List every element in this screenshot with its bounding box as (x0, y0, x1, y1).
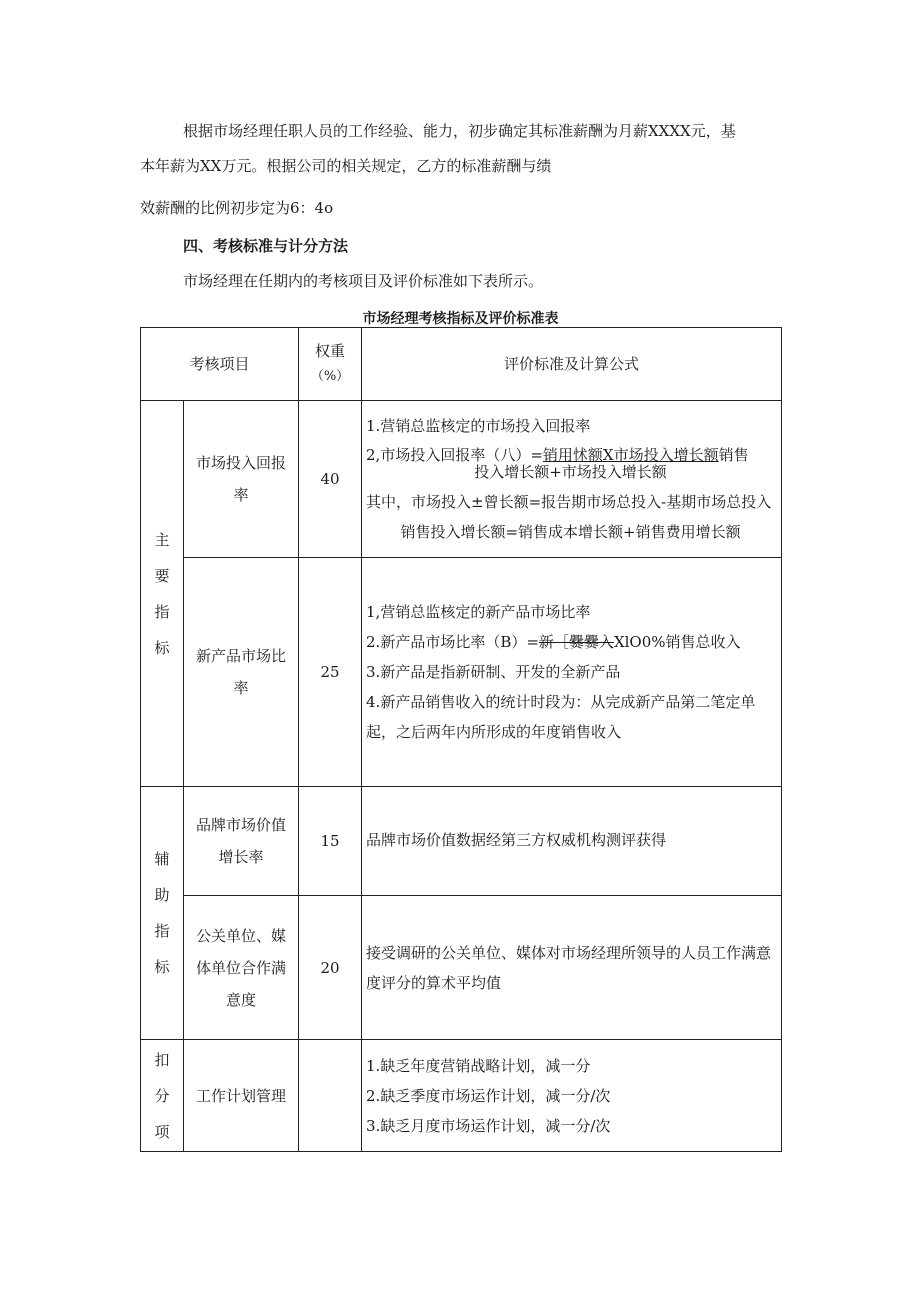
criteria-cell (362, 401, 782, 558)
table-row (141, 558, 782, 787)
formula-suffix: XlO0%销售总收入 (613, 633, 741, 651)
item-name: 工作计划管理 (196, 1086, 287, 1105)
weight-cell: 20 (299, 896, 362, 1040)
header-weight-label: 权重 (315, 342, 346, 360)
criteria-cell (362, 787, 782, 896)
item-cell (184, 896, 299, 1040)
header-weight-unit: （%） (310, 369, 350, 384)
weight-cell (299, 1040, 362, 1152)
table-title: 市场经理考核指标及评价标准表 (362, 311, 559, 327)
criteria-line: 度评分的算术平均值 (366, 973, 502, 992)
item-name: 公关单位、媒体单位合作满意度 (196, 926, 287, 1009)
criteria-line: 接受调研的公关单位、媒体对市场经理所领导的人员工作满意 (366, 943, 772, 962)
item-name: 新产品市场比率 (196, 647, 287, 697)
criteria-cell (362, 1040, 782, 1152)
criteria-line: 其中，市场投入±曾长额=报告期市场总投入-基期市场总投入 (366, 493, 772, 511)
criteria-formula-line (366, 441, 775, 464)
criteria-formula-denominator: 投入增长额+市场投入增长额 (474, 463, 667, 481)
formula-numerator: 新［爨爨入 (538, 633, 614, 651)
weight-cell: 15 (299, 787, 362, 896)
criteria-line: 3.新产品是指新研制、开发的全新产品 (366, 663, 621, 681)
criteria-line: 1.缺乏年度营销战略计划，减一分 (366, 1056, 591, 1075)
item-name: 市场投入回报率 (196, 454, 287, 504)
criteria-line: 3.缺乏月度市场运作计划，减一分/次 (366, 1116, 611, 1135)
criteria-line: 起，之后两年内所形成的年度销售收入 (366, 723, 622, 741)
group-main-label: 主要指标 (154, 530, 170, 657)
criteria-cell (362, 896, 782, 1040)
table-row (141, 787, 782, 896)
table-header-row (141, 328, 782, 401)
table-row (141, 896, 782, 1040)
formula-numerator: 销用怵额X市场投入增长额 (542, 446, 719, 464)
evaluation-table (140, 327, 782, 1152)
header-criteria: 评价标准及计算公式 (362, 328, 782, 401)
paragraph-salary-line-3: 效薪酬的比例初步定为6：4o (140, 199, 334, 217)
criteria-line: 1.营销总监核定的市场投入回报率 (366, 417, 591, 435)
group-deduct (141, 1040, 184, 1152)
criteria-line: 4.新产品销售收入的统计时段为：从完成新产品第二笔定单 (366, 693, 756, 711)
criteria-cell (362, 558, 782, 787)
item-name: 品牌市场价值增长率 (196, 816, 287, 866)
criteria-line: 1,营销总监核定的新产品市场比率 (366, 603, 591, 621)
item-cell (184, 558, 299, 787)
section-intro: 市场经理在任期内的考核项目及评价标准如下表所示。 (183, 272, 544, 290)
criteria-formula-line (366, 627, 775, 657)
group-deduct-label: 扣分项 (154, 1050, 170, 1141)
formula-prefix: 2.新产品市场比率（B）= (366, 633, 539, 651)
header-weight (299, 328, 362, 401)
item-cell (184, 1040, 299, 1152)
weight-cell: 25 (299, 558, 362, 787)
criteria-line: 2.缺乏季度市场运作计划，减一分/次 (366, 1086, 611, 1105)
formula-prefix: 2,市场投入回报率（八）= (366, 446, 543, 464)
table-row (141, 1040, 782, 1152)
criteria-line: 品牌市场价值数据经第三方权威机构测评获得 (366, 831, 667, 849)
item-cell (184, 401, 299, 558)
weight-cell: 40 (299, 401, 362, 558)
group-aux-label: 辅助指标 (154, 850, 170, 976)
formula-suffix: 销售 (718, 446, 749, 464)
paragraph-salary-line-1: 根据市场经理任职人员的工作经验、能力，初步确定其标准薪酬为月薪XXXX元，基 (183, 122, 736, 140)
paragraph-salary-line-2: 本年薪为XX万元。根据公司的相关规定，乙方的标准薪酬与绩 (140, 157, 552, 175)
section-heading: 四、考核标准与计分方法 (183, 237, 349, 255)
group-aux (141, 787, 184, 1040)
item-cell (184, 787, 299, 896)
group-main (141, 401, 184, 787)
table-row (141, 401, 782, 558)
criteria-line: 销售投入增长额=销售成本增长额+销售费用增长额 (400, 523, 741, 541)
header-item: 考核项目 (141, 328, 299, 401)
